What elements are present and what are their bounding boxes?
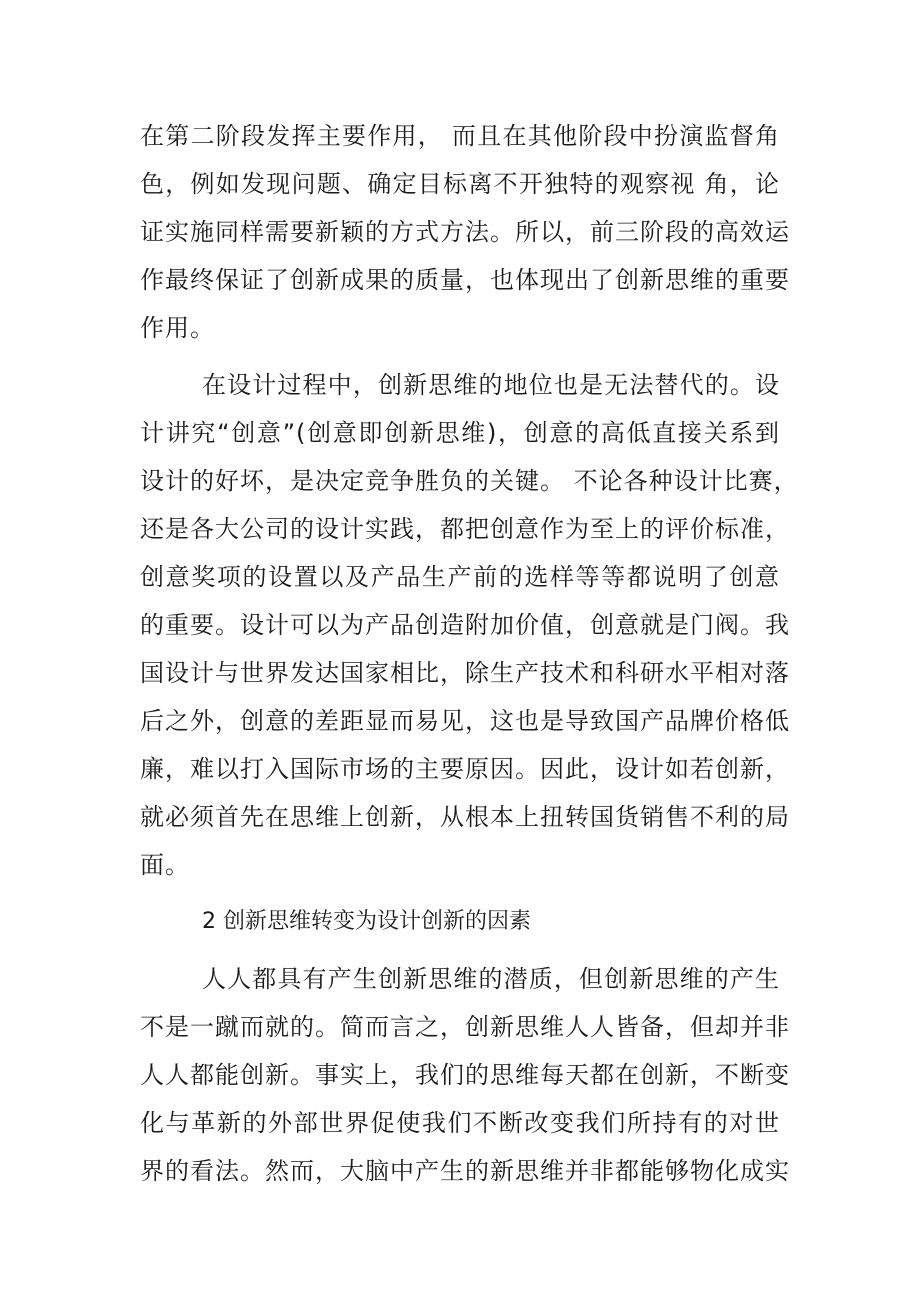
text-line: 还是各大公司的设计实践，都把创意作为至上的评价标准，: [140, 515, 790, 543]
section-heading: 2 创新思维转变为设计创新的因素: [202, 909, 531, 934]
text-line: 作用。: [140, 314, 215, 342]
text-line: 就必须首先在思维上创新，从根本上扭转国货销售不利的局: [140, 803, 790, 831]
paragraph-2: [140, 361, 799, 889]
text-line: 证实施同样需要新颖的方式方法。所以，前三阶段的高效运: [140, 218, 790, 246]
text-line: 国设计与世界发达国家相比，除生产技术和科研水平相对落: [140, 659, 790, 687]
paragraph-3: [140, 955, 790, 1195]
text-line: 人人都能创新。事实上，我们的思维每天都在创新，不断变: [140, 1061, 790, 1089]
text-line: 后之外，创意的差距显而易见，这也是导致国产品牌价格低: [140, 707, 790, 735]
text-line: 廉，难以打入国际市场的主要原因。因此，设计如若创新，: [140, 755, 790, 783]
text-line: 界的看法。然而，大脑中产生的新思维并非都能够物化成实: [140, 1157, 790, 1185]
text-line: 不是一蹴而就的。简而言之，创新思维人人皆备，但却并非: [140, 1013, 790, 1041]
text-line: 色，例如发现问题、确定目标离不开独特的观察视 角，论: [140, 170, 780, 198]
text-line: 化与革新的外部世界促使我们不断改变我们所持有的对世: [140, 1109, 780, 1137]
text-line: 计讲究“创意”(创意即创新思维)，创意的高低直接关系到: [140, 419, 780, 447]
document-body: [140, 112, 799, 1195]
text-line: 在设计过程中，创新思维的地位也是无法替代的。设: [202, 371, 780, 399]
text-line: 在第二阶段发挥主要作用， 而且在其他阶段中扮演监督角: [140, 122, 780, 150]
text-line: 作最终保证了创新成果的质量，也体现出了创新思维的重要: [140, 266, 790, 294]
text-line: 面。: [140, 851, 190, 879]
text-line: 设计的好坏，是决定竞争胜负的关键。 不论各种设计比赛，: [140, 467, 799, 495]
text-line: 人人都具有产生创新思维的潜质，但创新思维的产生: [202, 965, 780, 993]
text-line: 创意奖项的设置以及产品生产前的选样等等都说明了创意: [140, 563, 780, 591]
text-line: 的重要。设计可以为产品创造附加价值，创意就是门阀。我: [140, 611, 790, 639]
paragraph-1: [140, 112, 790, 352]
